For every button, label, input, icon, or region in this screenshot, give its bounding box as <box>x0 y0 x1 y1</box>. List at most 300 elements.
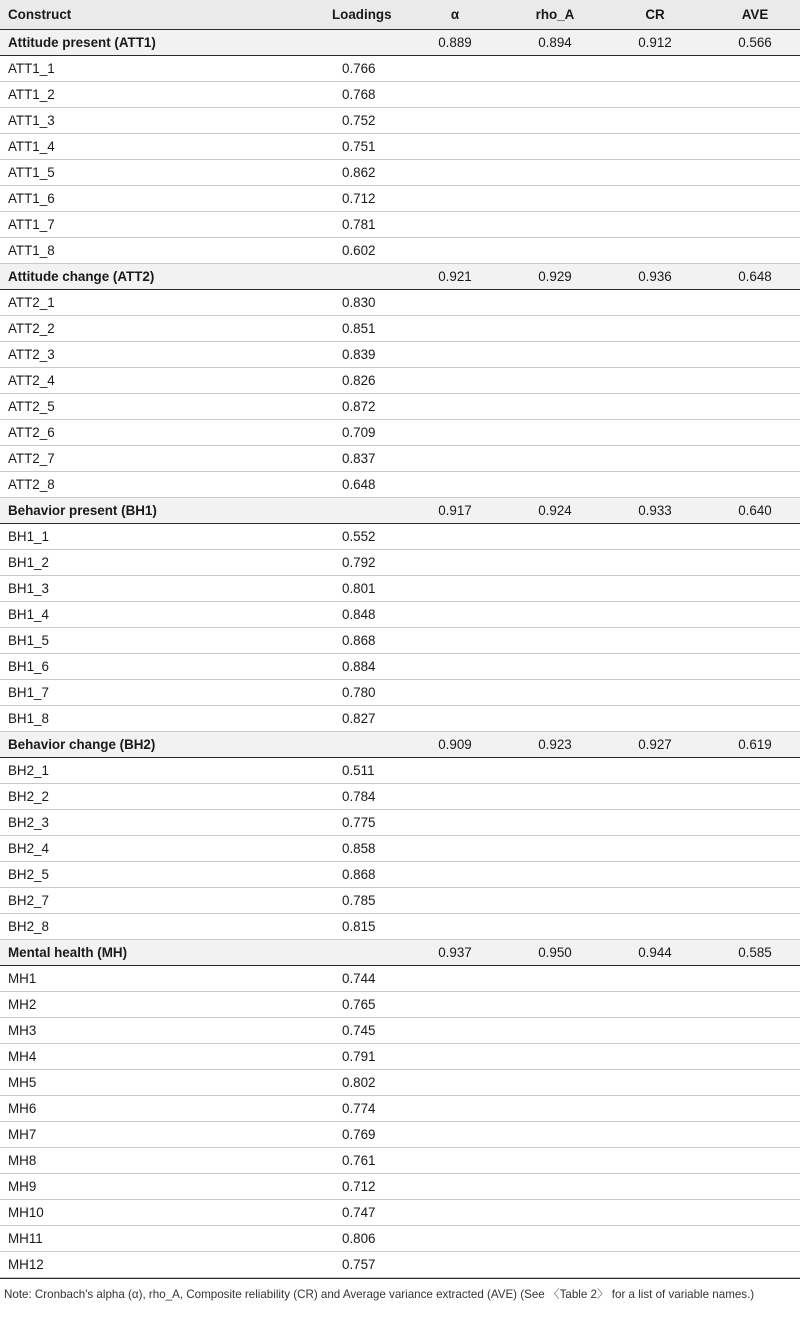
empty-cell <box>500 1199 600 1225</box>
empty-cell <box>700 991 800 1017</box>
indicator-row <box>0 601 800 627</box>
indicator-row <box>0 81 800 107</box>
indicator-loading: 0.780 <box>300 679 400 705</box>
empty-cell <box>500 237 600 263</box>
empty-cell <box>600 601 700 627</box>
construct-name: Attitude present (ATT1) <box>0 29 300 55</box>
empty-cell <box>500 55 600 81</box>
empty-cell <box>700 1043 800 1069</box>
construct-rho-a: 0.929 <box>500 263 600 289</box>
indicator-row <box>0 471 800 497</box>
empty-cell <box>600 1173 700 1199</box>
empty-cell <box>600 965 700 991</box>
empty-cell <box>600 627 700 653</box>
indicator-label: BH1_5 <box>0 627 300 653</box>
empty-cell <box>500 991 600 1017</box>
empty-cell <box>700 523 800 549</box>
empty-cell <box>500 133 600 159</box>
empty-cell <box>400 211 500 237</box>
empty-cell <box>400 861 500 887</box>
indicator-loading: 0.775 <box>300 809 400 835</box>
indicator-row <box>0 1251 800 1277</box>
empty-cell <box>700 757 800 783</box>
table-header <box>0 0 800 29</box>
empty-cell <box>400 835 500 861</box>
empty-cell <box>400 1069 500 1095</box>
empty-cell <box>600 133 700 159</box>
construct-ave: 0.640 <box>700 497 800 523</box>
empty-cell <box>400 1225 500 1251</box>
indicator-row <box>0 133 800 159</box>
indicator-label: BH2_7 <box>0 887 300 913</box>
indicator-loading: 0.768 <box>300 81 400 107</box>
indicator-loading: 0.511 <box>300 757 400 783</box>
indicator-label: ATT1_6 <box>0 185 300 211</box>
indicator-loading: 0.552 <box>300 523 400 549</box>
empty-cell <box>500 471 600 497</box>
construct-alpha: 0.921 <box>400 263 500 289</box>
empty-cell <box>600 1121 700 1147</box>
indicator-label: MH5 <box>0 1069 300 1095</box>
construct-alpha: 0.917 <box>400 497 500 523</box>
empty-cell <box>400 471 500 497</box>
empty-cell <box>600 1069 700 1095</box>
empty-cell <box>400 1017 500 1043</box>
empty-cell <box>700 653 800 679</box>
indicator-row <box>0 211 800 237</box>
empty-cell <box>500 419 600 445</box>
indicator-row <box>0 705 800 731</box>
empty-cell <box>500 1069 600 1095</box>
indicator-row <box>0 965 800 991</box>
empty-cell <box>600 575 700 601</box>
indicator-loading: 0.766 <box>300 55 400 81</box>
empty-cell <box>700 393 800 419</box>
indicator-label: BH1_3 <box>0 575 300 601</box>
indicator-row <box>0 1225 800 1251</box>
empty-cell <box>700 159 800 185</box>
empty-cell <box>700 783 800 809</box>
indicator-row <box>0 653 800 679</box>
indicator-loading: 0.791 <box>300 1043 400 1069</box>
indicator-loading: 0.602 <box>300 237 400 263</box>
empty-cell <box>600 289 700 315</box>
indicator-row <box>0 1147 800 1173</box>
empty-cell <box>400 1173 500 1199</box>
empty-cell <box>500 913 600 939</box>
empty-cell <box>600 445 700 471</box>
construct-row <box>0 939 800 965</box>
empty-cell <box>600 393 700 419</box>
empty-cell <box>500 679 600 705</box>
indicator-loading: 0.826 <box>300 367 400 393</box>
indicator-label: MH1 <box>0 965 300 991</box>
header-cr: CR <box>600 0 700 29</box>
empty-cell <box>400 133 500 159</box>
header-ave: AVE <box>700 0 800 29</box>
empty-cell <box>600 991 700 1017</box>
indicator-loading: 0.837 <box>300 445 400 471</box>
indicator-row <box>0 393 800 419</box>
indicator-loading: 0.884 <box>300 653 400 679</box>
empty-cell <box>400 55 500 81</box>
empty-cell <box>600 861 700 887</box>
empty-cell <box>500 289 600 315</box>
construct-name: Behavior change (BH2) <box>0 731 300 757</box>
empty-cell <box>700 133 800 159</box>
empty-cell <box>400 601 500 627</box>
empty-cell <box>700 861 800 887</box>
empty-cell <box>500 315 600 341</box>
empty-cell <box>700 289 800 315</box>
empty-cell <box>700 1147 800 1173</box>
indicator-loading: 0.774 <box>300 1095 400 1121</box>
indicator-loading: 0.747 <box>300 1199 400 1225</box>
indicator-loading: 0.802 <box>300 1069 400 1095</box>
empty-cell <box>600 419 700 445</box>
empty-cell <box>400 809 500 835</box>
indicator-loading: 0.757 <box>300 1251 400 1277</box>
empty-cell <box>400 575 500 601</box>
indicator-loading: 0.752 <box>300 107 400 133</box>
empty-cell <box>600 809 700 835</box>
construct-name: Attitude change (ATT2) <box>0 263 300 289</box>
indicator-row <box>0 159 800 185</box>
empty-cell <box>400 315 500 341</box>
empty-cell <box>500 445 600 471</box>
indicator-row <box>0 367 800 393</box>
empty-cell <box>500 627 600 653</box>
construct-rho-a: 0.950 <box>500 939 600 965</box>
indicator-label: ATT1_7 <box>0 211 300 237</box>
empty-cell <box>700 1095 800 1121</box>
indicator-row <box>0 861 800 887</box>
empty-cell <box>500 523 600 549</box>
empty-cell <box>700 965 800 991</box>
empty-cell <box>700 887 800 913</box>
indicator-row <box>0 1121 800 1147</box>
table-body <box>0 29 800 1277</box>
empty-cell <box>500 81 600 107</box>
indicator-label: BH1_2 <box>0 549 300 575</box>
construct-cr: 0.927 <box>600 731 700 757</box>
indicator-label: ATT2_3 <box>0 341 300 367</box>
empty-cell <box>500 185 600 211</box>
indicator-row <box>0 1095 800 1121</box>
indicator-row <box>0 809 800 835</box>
empty-cell <box>700 211 800 237</box>
construct-row <box>0 29 800 55</box>
empty-cell <box>400 757 500 783</box>
indicator-row <box>0 237 800 263</box>
indicator-row <box>0 913 800 939</box>
empty-cell <box>600 341 700 367</box>
empty-cell <box>700 1173 800 1199</box>
empty-cell <box>400 367 500 393</box>
empty-cell <box>500 1173 600 1199</box>
empty-cell <box>400 1095 500 1121</box>
indicator-row <box>0 289 800 315</box>
indicator-row <box>0 1173 800 1199</box>
empty-cell <box>500 861 600 887</box>
empty-cell <box>700 1069 800 1095</box>
construct-loading-empty <box>300 939 400 965</box>
indicator-label: BH1_8 <box>0 705 300 731</box>
empty-cell <box>600 757 700 783</box>
empty-cell <box>400 1199 500 1225</box>
empty-cell <box>600 1199 700 1225</box>
indicator-label: ATT1_3 <box>0 107 300 133</box>
indicator-row <box>0 185 800 211</box>
empty-cell <box>500 1147 600 1173</box>
construct-loading-empty <box>300 731 400 757</box>
empty-cell <box>500 1043 600 1069</box>
empty-cell <box>400 887 500 913</box>
empty-cell <box>700 809 800 835</box>
indicator-label: ATT2_6 <box>0 419 300 445</box>
empty-cell <box>400 1043 500 1069</box>
empty-cell <box>500 575 600 601</box>
empty-cell <box>700 1251 800 1277</box>
indicator-row <box>0 1017 800 1043</box>
empty-cell <box>600 315 700 341</box>
construct-loading-empty <box>300 497 400 523</box>
indicator-loading: 0.744 <box>300 965 400 991</box>
empty-cell <box>600 1147 700 1173</box>
indicator-row <box>0 1069 800 1095</box>
empty-cell <box>500 341 600 367</box>
empty-cell <box>500 965 600 991</box>
empty-cell <box>400 1147 500 1173</box>
empty-cell <box>400 445 500 471</box>
empty-cell <box>400 627 500 653</box>
indicator-loading: 0.709 <box>300 419 400 445</box>
empty-cell <box>400 107 500 133</box>
construct-rho-a: 0.923 <box>500 731 600 757</box>
indicator-loading: 0.712 <box>300 1173 400 1199</box>
empty-cell <box>600 107 700 133</box>
empty-cell <box>600 211 700 237</box>
header-rho-a: rho_A <box>500 0 600 29</box>
empty-cell <box>600 549 700 575</box>
empty-cell <box>700 81 800 107</box>
empty-cell <box>600 783 700 809</box>
indicator-row <box>0 783 800 809</box>
empty-cell <box>400 237 500 263</box>
indicator-row <box>0 991 800 1017</box>
indicator-label: MH9 <box>0 1173 300 1199</box>
empty-cell <box>500 1095 600 1121</box>
empty-cell <box>700 471 800 497</box>
indicator-loading: 0.858 <box>300 835 400 861</box>
indicator-label: ATT2_5 <box>0 393 300 419</box>
indicator-loading: 0.648 <box>300 471 400 497</box>
indicator-label: ATT1_4 <box>0 133 300 159</box>
indicator-row <box>0 627 800 653</box>
indicator-label: ATT2_1 <box>0 289 300 315</box>
empty-cell <box>700 341 800 367</box>
empty-cell <box>700 627 800 653</box>
empty-cell <box>500 1225 600 1251</box>
empty-cell <box>700 1017 800 1043</box>
empty-cell <box>600 1251 700 1277</box>
construct-name: Mental health (MH) <box>0 939 300 965</box>
empty-cell <box>700 705 800 731</box>
indicator-row <box>0 107 800 133</box>
indicator-loading: 0.848 <box>300 601 400 627</box>
indicator-label: ATT1_8 <box>0 237 300 263</box>
empty-cell <box>600 1017 700 1043</box>
indicator-label: BH2_3 <box>0 809 300 835</box>
indicator-loading: 0.765 <box>300 991 400 1017</box>
table-note: Note: Cronbach's alpha (α), rho_A, Composite reliability (CR) and Average variance extracted (AVE) (See 〈Table 2〉 for a list of variable names.) <box>0 1278 800 1302</box>
empty-cell <box>700 237 800 263</box>
indicator-row <box>0 419 800 445</box>
empty-cell <box>400 185 500 211</box>
empty-cell <box>500 705 600 731</box>
empty-cell <box>500 107 600 133</box>
indicator-loading: 0.868 <box>300 861 400 887</box>
indicator-label: BH2_2 <box>0 783 300 809</box>
construct-ave: 0.619 <box>700 731 800 757</box>
indicator-loading: 0.862 <box>300 159 400 185</box>
indicator-label: ATT1_1 <box>0 55 300 81</box>
empty-cell <box>400 679 500 705</box>
indicator-loading: 0.872 <box>300 393 400 419</box>
indicator-loading: 0.806 <box>300 1225 400 1251</box>
indicator-label: BH1_7 <box>0 679 300 705</box>
empty-cell <box>700 1225 800 1251</box>
indicator-label: MH3 <box>0 1017 300 1043</box>
indicator-label: ATT1_2 <box>0 81 300 107</box>
indicator-label: MH2 <box>0 991 300 1017</box>
indicator-loading: 0.839 <box>300 341 400 367</box>
empty-cell <box>500 549 600 575</box>
empty-cell <box>700 315 800 341</box>
construct-row <box>0 731 800 757</box>
empty-cell <box>500 887 600 913</box>
empty-cell <box>600 705 700 731</box>
empty-cell <box>500 211 600 237</box>
construct-alpha: 0.909 <box>400 731 500 757</box>
header-alpha: α <box>400 0 500 29</box>
empty-cell <box>600 523 700 549</box>
empty-cell <box>400 419 500 445</box>
construct-ave: 0.648 <box>700 263 800 289</box>
empty-cell <box>600 81 700 107</box>
indicator-row <box>0 523 800 549</box>
empty-cell <box>600 679 700 705</box>
indicator-label: MH12 <box>0 1251 300 1277</box>
construct-cr: 0.912 <box>600 29 700 55</box>
indicator-row <box>0 679 800 705</box>
empty-cell <box>500 653 600 679</box>
empty-cell <box>400 653 500 679</box>
empty-cell <box>600 159 700 185</box>
indicator-row <box>0 1043 800 1069</box>
indicator-label: BH2_8 <box>0 913 300 939</box>
empty-cell <box>700 55 800 81</box>
indicator-label: ATT2_8 <box>0 471 300 497</box>
construct-cr: 0.936 <box>600 263 700 289</box>
empty-cell <box>400 1121 500 1147</box>
indicator-label: MH6 <box>0 1095 300 1121</box>
indicator-label: BH1_6 <box>0 653 300 679</box>
empty-cell <box>600 653 700 679</box>
empty-cell <box>700 575 800 601</box>
indicator-label: BH2_4 <box>0 835 300 861</box>
empty-cell <box>700 185 800 211</box>
indicator-label: MH7 <box>0 1121 300 1147</box>
empty-cell <box>700 913 800 939</box>
indicator-loading: 0.827 <box>300 705 400 731</box>
empty-cell <box>700 549 800 575</box>
empty-cell <box>400 783 500 809</box>
empty-cell <box>700 1121 800 1147</box>
empty-cell <box>400 159 500 185</box>
indicator-row <box>0 341 800 367</box>
indicator-loading: 0.781 <box>300 211 400 237</box>
indicator-loading: 0.761 <box>300 1147 400 1173</box>
empty-cell <box>600 1225 700 1251</box>
empty-cell <box>400 549 500 575</box>
empty-cell <box>700 367 800 393</box>
empty-cell <box>600 1043 700 1069</box>
empty-cell <box>500 757 600 783</box>
empty-cell <box>600 237 700 263</box>
empty-cell <box>400 913 500 939</box>
indicator-row <box>0 549 800 575</box>
indicator-loading: 0.751 <box>300 133 400 159</box>
empty-cell <box>500 393 600 419</box>
indicator-label: ATT2_7 <box>0 445 300 471</box>
empty-cell <box>700 601 800 627</box>
indicator-row <box>0 575 800 601</box>
construct-name: Behavior present (BH1) <box>0 497 300 523</box>
indicator-row <box>0 757 800 783</box>
empty-cell <box>400 1251 500 1277</box>
construct-loading-empty <box>300 29 400 55</box>
indicator-label: BH2_5 <box>0 861 300 887</box>
indicator-label: BH1_4 <box>0 601 300 627</box>
empty-cell <box>400 393 500 419</box>
empty-cell <box>400 965 500 991</box>
empty-cell <box>500 601 600 627</box>
indicator-label: BH1_1 <box>0 523 300 549</box>
empty-cell <box>600 185 700 211</box>
empty-cell <box>400 523 500 549</box>
header-row <box>0 0 800 29</box>
empty-cell <box>500 159 600 185</box>
construct-alpha: 0.889 <box>400 29 500 55</box>
indicator-label: ATT1_5 <box>0 159 300 185</box>
indicator-label: MH4 <box>0 1043 300 1069</box>
empty-cell <box>600 835 700 861</box>
empty-cell <box>700 679 800 705</box>
empty-cell <box>500 809 600 835</box>
indicator-loading: 0.851 <box>300 315 400 341</box>
empty-cell <box>400 289 500 315</box>
empty-cell <box>500 1017 600 1043</box>
empty-cell <box>500 835 600 861</box>
empty-cell <box>700 1199 800 1225</box>
indicator-label: MH10 <box>0 1199 300 1225</box>
indicator-loading: 0.784 <box>300 783 400 809</box>
empty-cell <box>500 783 600 809</box>
empty-cell <box>600 1095 700 1121</box>
empty-cell <box>500 367 600 393</box>
construct-row <box>0 497 800 523</box>
